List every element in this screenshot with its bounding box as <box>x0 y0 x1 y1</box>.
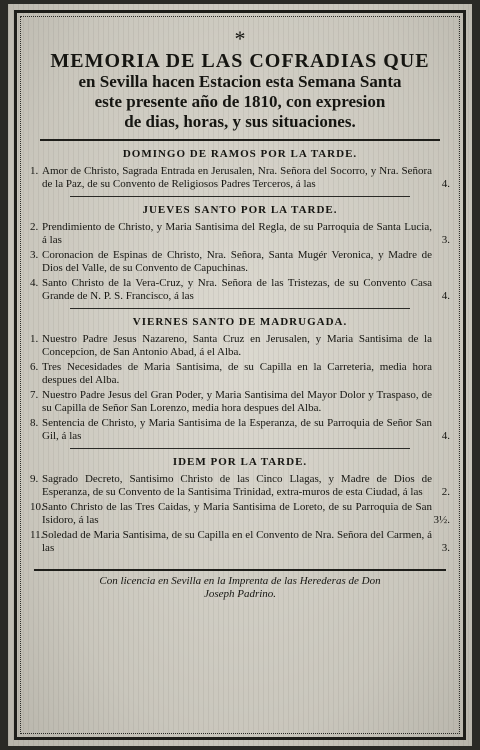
entry-number: 9. <box>30 473 39 485</box>
section-heading: IDEM POR LA TARDE. <box>172 456 308 468</box>
title-line: este presente año de 1810, con expresion <box>94 92 386 111</box>
entry-number: 1. <box>30 165 39 177</box>
title-line: en Sevilla hacen Estacion esta Semana Santa <box>78 72 402 91</box>
entry-text: Nuestro Padre Jesus del Gran Poder, y Maria Santisima del Mayor Dolor y Traspaso, de su Capilla de Señor San Lorenzo, media hora despues del Alba. <box>42 389 432 414</box>
entry-number: 3. <box>30 249 39 261</box>
imprint-line: Joseph Padrino. <box>203 588 277 600</box>
list-item <box>30 221 450 247</box>
list-item <box>30 389 450 415</box>
list-item <box>30 529 450 555</box>
list-item <box>30 277 450 303</box>
list-item <box>30 165 450 191</box>
entry-number: 4. <box>30 277 39 289</box>
entry-text: Coronacion de Espinas de Christo, Nra. Señora, Santa Mugér Veronica, y Madre de Dios del Valle, de su Convento de Capuchinas. <box>42 249 432 274</box>
broadsheet-page <box>8 4 472 746</box>
entry-number: 11. <box>30 529 44 541</box>
entry-text: Soledad de Maria Santisima, de su Capilla en el Convento de Nra. Señora del Carmen, á las <box>42 529 432 554</box>
section-jueves-santo <box>30 204 450 309</box>
list-item <box>30 417 450 443</box>
entry-text: Sagrado Decreto, Santisimo Christo de las Cinco Llagas, y Madre de Dios de Esperanza, de su Convento de la Santisima Trinidad, extra-muros de esta Ciudad, á las <box>42 473 432 498</box>
document-content <box>30 26 450 728</box>
entry-number: 6. <box>30 361 39 373</box>
entry-text: Prendimiento de Christo, y Maria Santisima del Regla, de su Parroquia de Santa Lucia, á las <box>42 221 432 246</box>
entry-text: Amor de Christo, Sagrada Entrada en Jerusalen, Nra. Señora del Socorro, y Nra. Señora de la Paz, de su Convento de Religiosos Padres Terceros, á las <box>42 165 432 190</box>
entry-hour: 4. <box>441 430 450 442</box>
entry-hour: 2. <box>441 486 450 498</box>
entry-text: Tres Necesidades de Maria Santisima, de su Capilla en la Carreteria, media hora despues del Alba. <box>42 361 432 386</box>
section-heading: JUEVES SANTO POR LA TARDE. <box>142 204 338 216</box>
document-title <box>30 50 450 132</box>
list-item <box>30 473 450 499</box>
section-divider <box>70 448 410 449</box>
entry-text: Nuestro Padre Jesus Nazareno, Santa Cruz en Jerusalen, y Maria Santisima de la Concepcion, de San Antonio Abad, á el Alba. <box>42 333 432 358</box>
entry-number: 8. <box>30 417 39 429</box>
entry-number: 2. <box>30 221 39 233</box>
imprint-divider <box>34 569 446 571</box>
title-line: de dias, horas, y sus situaciones. <box>124 112 356 131</box>
entry-text: Santo Christo de la Vera-Cruz, y Nra. Señora de las Tristezas, de su Convento Casa Grande de N. P. S. Francisco, á las <box>42 277 432 302</box>
list-item <box>30 361 450 387</box>
entry-text: Sentencia de Christo, y Maria Santisima de la Esperanza, de su Parroquia de Señor San Gil, á las <box>42 417 432 442</box>
entry-number: 7. <box>30 389 39 401</box>
section-viernes-tarde <box>30 456 450 555</box>
title-line: MEMORIA DE LAS COFRADIAS QUE <box>50 50 430 72</box>
entry-hour: 3. <box>441 234 450 246</box>
list-item <box>30 249 450 275</box>
entry-hour: 4. <box>441 290 450 302</box>
section-heading: VIERNES SANTO DE MADRUGADA. <box>132 316 348 328</box>
entry-number: 1. <box>30 333 39 345</box>
printer-imprint <box>30 575 450 601</box>
section-viernes-madrugada <box>30 316 450 449</box>
entry-hour: 3½. <box>433 514 450 526</box>
section-domingo-de-ramos <box>30 148 450 197</box>
title-divider <box>40 139 440 141</box>
list-item <box>30 333 450 359</box>
entry-text: Santo Christo de las Tres Caidas, y Maria Santisima de Loreto, de su Parroquia de San Isidoro, á las <box>42 501 432 526</box>
section-divider <box>70 196 410 197</box>
section-divider <box>70 308 410 309</box>
section-heading: DOMINGO DE RAMOS POR LA TARDE. <box>122 148 358 160</box>
imprint-line: Con licencia en Sevilla en la Imprenta de las Herederas de Don <box>99 575 381 587</box>
list-item <box>30 501 450 527</box>
ornament-asterisk: * <box>234 26 246 51</box>
entry-hour: 4. <box>441 178 450 190</box>
entry-hour: 3. <box>441 542 450 554</box>
entry-number: 10. <box>30 501 44 513</box>
